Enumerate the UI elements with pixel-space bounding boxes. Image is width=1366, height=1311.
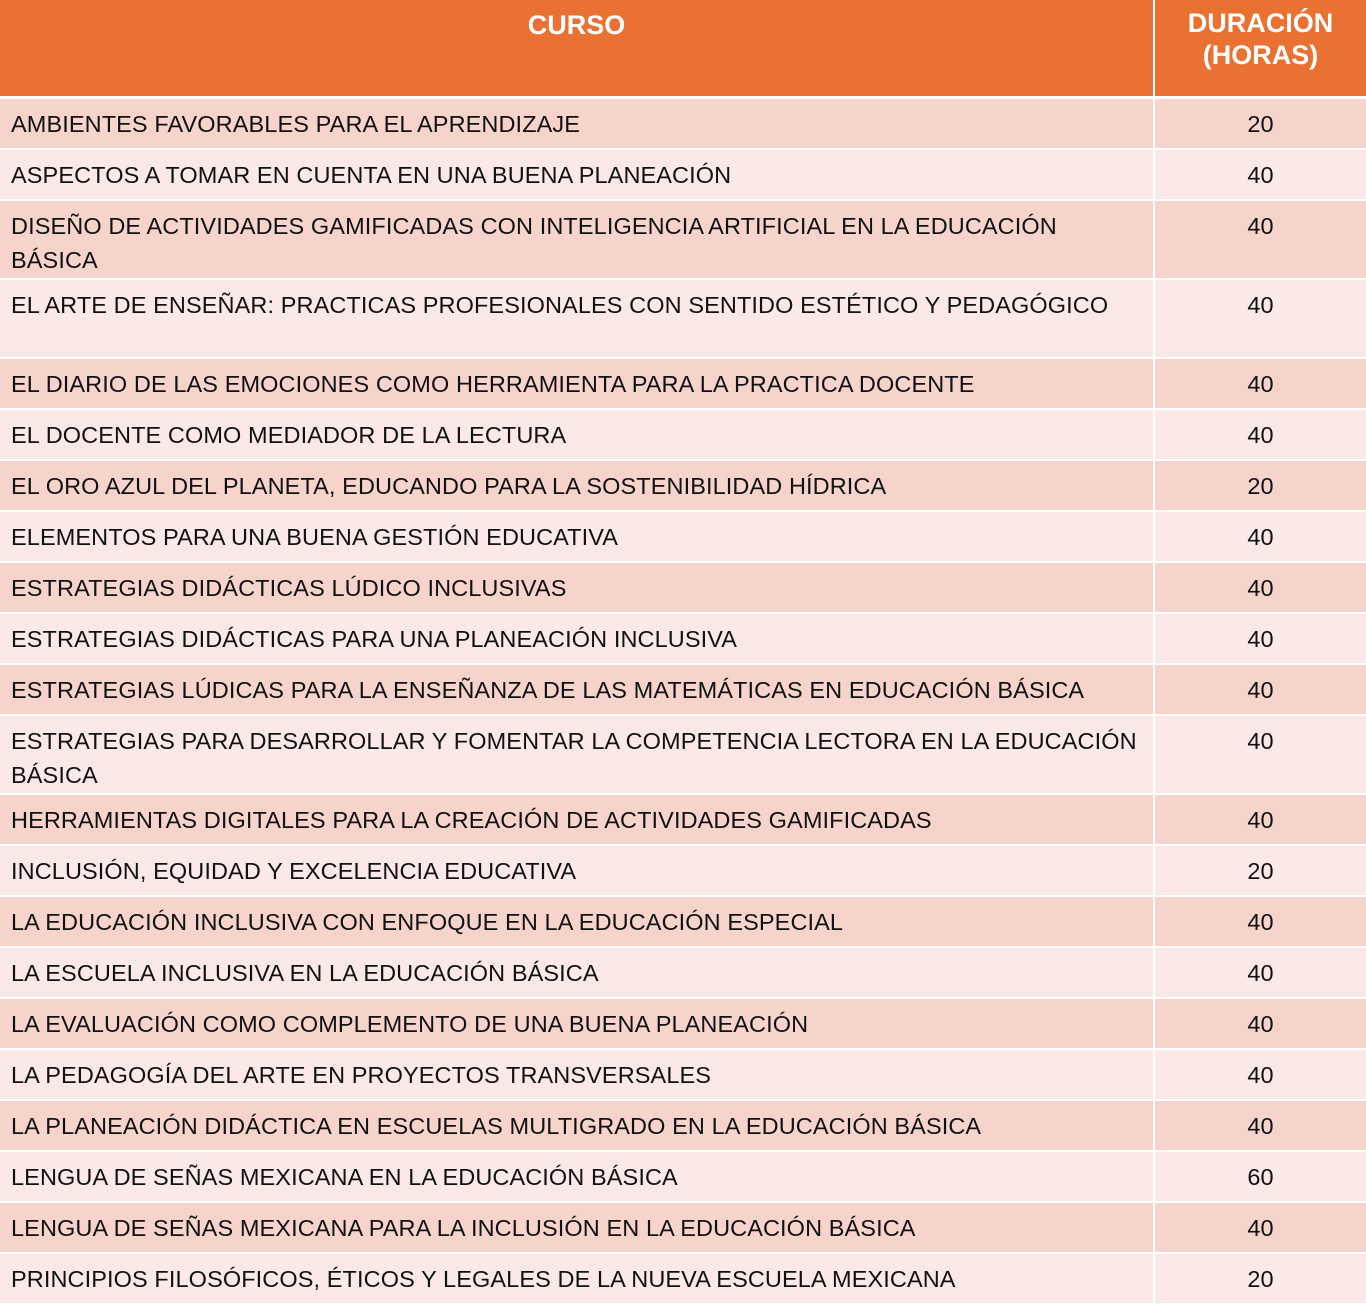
table-row xyxy=(0,410,1366,461)
course-name-cell: LA PEDAGOGÍA DEL ARTE EN PROYECTOS TRANSVERSALES xyxy=(0,1050,1155,1101)
course-hours-cell: 40 xyxy=(1155,1101,1366,1152)
course-name-cell: ASPECTOS A TOMAR EN CUENTA EN UNA BUENA PLANEACIÓN xyxy=(0,150,1155,201)
table-row xyxy=(0,563,1366,614)
course-hours-cell: 40 xyxy=(1155,948,1366,999)
table-row xyxy=(0,795,1366,846)
course-name-cell: ESTRATEGIAS DIDÁCTICAS LÚDICO INCLUSIVAS xyxy=(0,563,1155,614)
table-row xyxy=(0,1101,1366,1152)
table-row xyxy=(0,1203,1366,1254)
course-name-cell: ESTRATEGIAS DIDÁCTICAS PARA UNA PLANEACIÓN INCLUSIVA xyxy=(0,614,1155,665)
course-name-cell: ELEMENTOS PARA UNA BUENA GESTIÓN EDUCATIVA xyxy=(0,512,1155,563)
course-name-cell: LA EDUCACIÓN INCLUSIVA CON ENFOQUE EN LA EDUCACIÓN ESPECIAL xyxy=(0,897,1155,948)
course-name-cell: PRINCIPIOS FILOSÓFICOS, ÉTICOS Y LEGALES DE LA NUEVA ESCUELA MEXICANA xyxy=(0,1254,1155,1305)
course-hours-cell: 40 xyxy=(1155,410,1366,461)
table-row xyxy=(0,1152,1366,1203)
table-row xyxy=(0,99,1366,150)
column-header-duration xyxy=(1155,0,1366,99)
course-name-cell: LENGUA DE SEÑAS MEXICANA EN LA EDUCACIÓN BÁSICA xyxy=(0,1152,1155,1203)
table-row xyxy=(0,897,1366,948)
course-name-cell: ESTRATEGIAS LÚDICAS PARA LA ENSEÑANZA DE LAS MATEMÁTICAS EN EDUCACIÓN BÁSICA xyxy=(0,665,1155,716)
course-hours-cell: 40 xyxy=(1155,201,1366,280)
course-hours-cell: 20 xyxy=(1155,99,1366,150)
table-row xyxy=(0,201,1366,280)
table-row xyxy=(0,999,1366,1050)
column-header-duration-line2: (HORAS) xyxy=(1202,40,1319,70)
course-hours-cell: 40 xyxy=(1155,359,1366,410)
course-hours-cell: 20 xyxy=(1155,461,1366,512)
course-name-cell: ESTRATEGIAS PARA DESARROLLAR Y FOMENTAR LA COMPETENCIA LECTORA EN LA EDUCACIÓN BÁSICA xyxy=(0,716,1155,795)
course-hours-cell: 40 xyxy=(1155,563,1366,614)
course-name-cell: LENGUA DE SEÑAS MEXICANA PARA LA INCLUSIÓN EN LA EDUCACIÓN BÁSICA xyxy=(0,1203,1155,1254)
course-name-cell: LA EVALUACIÓN COMO COMPLEMENTO DE UNA BUENA PLANEACIÓN xyxy=(0,999,1155,1050)
table-row xyxy=(0,665,1366,716)
course-name-cell: LA ESCUELA INCLUSIVA EN LA EDUCACIÓN BÁSICA xyxy=(0,948,1155,999)
course-hours-cell: 20 xyxy=(1155,846,1366,897)
column-header-duration-line1: DURACIÓN xyxy=(1187,8,1334,38)
course-hours-cell: 40 xyxy=(1155,614,1366,665)
course-hours-cell: 40 xyxy=(1155,280,1366,359)
course-name-cell: EL ORO AZUL DEL PLANETA, EDUCANDO PARA LA SOSTENIBILIDAD HÍDRICA xyxy=(0,461,1155,512)
course-hours-cell: 40 xyxy=(1155,795,1366,846)
course-name-cell: EL ARTE DE ENSEÑAR: PRACTICAS PROFESIONALES CON SENTIDO ESTÉTICO Y PEDAGÓGICO xyxy=(0,280,1155,359)
table-row xyxy=(0,716,1366,795)
table-row xyxy=(0,846,1366,897)
course-name-cell: AMBIENTES FAVORABLES PARA EL APRENDIZAJE xyxy=(0,99,1155,150)
course-name-cell: HERRAMIENTAS DIGITALES PARA LA CREACIÓN DE ACTIVIDADES GAMIFICADAS xyxy=(0,795,1155,846)
column-header-course: CURSO xyxy=(0,0,1155,99)
course-hours-cell: 40 xyxy=(1155,665,1366,716)
course-hours-cell: 20 xyxy=(1155,1254,1366,1305)
course-hours-cell: 40 xyxy=(1155,1050,1366,1101)
table-row xyxy=(0,359,1366,410)
course-name-cell: EL DOCENTE COMO MEDIADOR DE LA LECTURA xyxy=(0,410,1155,461)
course-hours-cell: 40 xyxy=(1155,897,1366,948)
course-hours-cell: 40 xyxy=(1155,512,1366,563)
table-header-row xyxy=(0,0,1366,99)
table-row xyxy=(0,512,1366,563)
table-row xyxy=(0,614,1366,665)
table-row xyxy=(0,280,1366,359)
course-name-cell: INCLUSIÓN, EQUIDAD Y EXCELENCIA EDUCATIVA xyxy=(0,846,1155,897)
table-row xyxy=(0,150,1366,201)
table-row xyxy=(0,461,1366,512)
table-row xyxy=(0,948,1366,999)
course-name-cell: DISEÑO DE ACTIVIDADES GAMIFICADAS CON INTELIGENCIA ARTIFICIAL EN LA EDUCACIÓN BÁSICA xyxy=(0,201,1155,280)
table-row xyxy=(0,1254,1366,1305)
course-name-cell: EL DIARIO DE LAS EMOCIONES COMO HERRAMIENTA PARA LA PRACTICA DOCENTE xyxy=(0,359,1155,410)
course-hours-cell: 40 xyxy=(1155,1203,1366,1254)
course-hours-cell: 40 xyxy=(1155,999,1366,1050)
table-row xyxy=(0,1050,1366,1101)
course-name-cell: LA PLANEACIÓN DIDÁCTICA EN ESCUELAS MULTIGRADO EN LA EDUCACIÓN BÁSICA xyxy=(0,1101,1155,1152)
table-body xyxy=(0,99,1366,1305)
course-hours-cell: 60 xyxy=(1155,1152,1366,1203)
course-hours-cell: 40 xyxy=(1155,716,1366,795)
course-hours-cell: 40 xyxy=(1155,150,1366,201)
